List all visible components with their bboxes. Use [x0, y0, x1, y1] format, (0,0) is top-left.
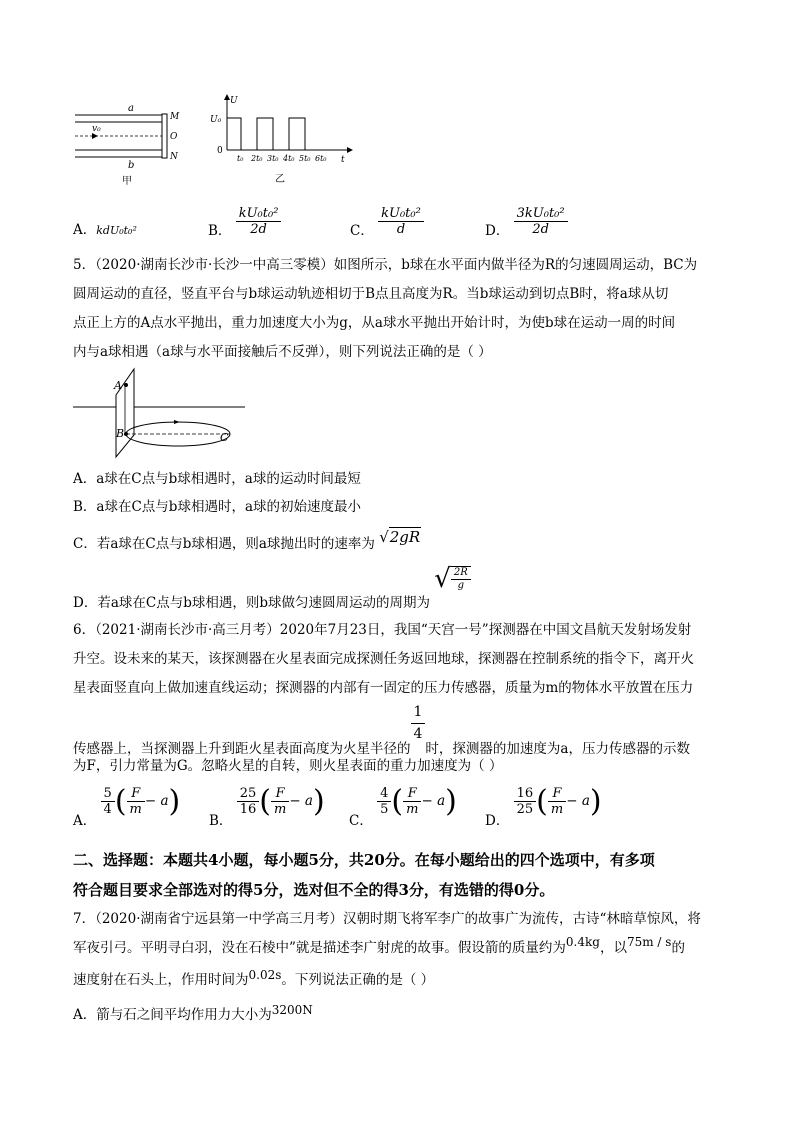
q5-line1: 5．（2020·湖南长沙市·长沙一中高三零模）如图所示，b球在水平面内做半径为R的匀速圆周运动，BC为: [73, 257, 698, 273]
q5-optC-text: C．若a球在C点与b球相遇，则a球抛出时的速率为: [73, 536, 375, 552]
figure-q5: [70, 365, 250, 461]
q6-options: [73, 783, 733, 832]
q4-optD-frac: $\frac{\text{3kU₀t₀²}}{2d}$: [514, 206, 568, 237]
q7-line2a: 军夜引弓。平明寻白羽，没在石棱中”就是描述李广射虎的故事。假设箭的质量约为: [73, 940, 566, 956]
q7-mass: 0.4kg: [565, 935, 600, 949]
q6-optC: C． $\frac{4}{5}$ ( $\frac{F}{m}$ − a): [349, 783, 457, 829]
label-v0: v₀: [92, 124, 101, 134]
section2-line2: 符合题目要求全部选对的得5分，选对但不全的得3分，有选错的得0分。: [73, 881, 555, 899]
q4-optA-label: A．: [73, 222, 97, 238]
q7-speed: 75m / s: [626, 935, 672, 949]
axis-U0: U₀: [210, 115, 222, 125]
tick-6: 6t₀: [315, 154, 327, 163]
tick-1: t₀: [237, 154, 244, 163]
q6-line4a: 传感器上，当探测器上升到距火星表面高度为火星半径的: [73, 741, 411, 757]
label-b: b: [128, 160, 135, 171]
q5-line3: 点正上方的A点水平抛出，重力加速度大小为g，从a球水平抛出开始计时，为使b球在运动一周的时间: [73, 315, 676, 331]
q4-optB-frac: $\frac{\text{kU₀t₀²}}{2d}$: [236, 206, 282, 237]
tick-5: 5t₀: [299, 154, 311, 163]
q4-optB-label: B．: [208, 223, 232, 239]
q5-optD-sqrt: √ $\frac{2R}{g}$: [434, 566, 470, 592]
q5-optC: [73, 528, 421, 554]
label-a: a: [128, 103, 134, 114]
q7-optA-text: A．箭与石之间平均作用力大小为: [73, 1007, 272, 1023]
q7-line3a: 速度射在石头上，作用时间为: [73, 972, 249, 988]
tick-2: 2t₀: [251, 154, 263, 163]
label-B: B: [116, 427, 125, 440]
q7-time: 0.02s: [248, 968, 282, 982]
q7-line3: [73, 970, 434, 990]
figure-yi: [205, 92, 355, 192]
caption-jia: 甲: [122, 176, 132, 187]
tick-3: 3t₀: [267, 154, 279, 163]
figure-jia: [70, 100, 190, 190]
q6-line4: [73, 702, 690, 757]
q6-optB: B． $\frac{25}{16}$ ( $\frac{F}{m}$ − a): [209, 783, 325, 829]
q5-optD: [73, 564, 471, 611]
q6-optD: D． $\frac{16}{25}$ ( $\frac{F}{m}$ − a): [485, 783, 602, 829]
label-O: O: [170, 132, 178, 142]
q6-line2: 升空。设未来的某天，该探测器在火星表面完成探测任务返回地球，探测器在控制系统的指令下，离开火: [73, 651, 694, 667]
q6-optA: A． $\frac{5}{4}$ ( $\frac{F}{m}$ − a): [73, 783, 181, 829]
q6-line5: 为F，引力常量为G。忽略火星的自转，则火星表面的重力加速度为（ ）: [73, 758, 503, 774]
label-M: M: [170, 112, 180, 122]
q7-line3b: 。下列说法正确的是（ ）: [281, 972, 435, 988]
label-C: C: [220, 431, 229, 444]
tick-4: 4t₀: [283, 154, 295, 163]
q6-fraction-quarter: $\frac{1}{4}$: [411, 702, 426, 745]
axis-zero: 0: [217, 146, 223, 156]
q7-optA: [73, 1005, 313, 1025]
q5-optC-sqrt: √2gR: [379, 528, 421, 546]
q4-optC-label: C．: [350, 223, 374, 239]
q7-line2: [73, 935, 685, 958]
q5-optB: B．a球在C点与b球相遇时，a球的初始速度最小: [73, 499, 361, 515]
caption-yi: 乙: [275, 174, 285, 185]
q4-options: [73, 202, 733, 242]
q7-optA-val: 3200N: [271, 1003, 313, 1017]
q6-line1: 6．（2021·湖南长沙市·高三月考）2020年7月23日，我国“天宫一号”探测器在中国文昌航天发射场发射: [73, 622, 692, 638]
q6-line3: 星表面竖直向上做加速直线运动；探测器的内部有一固定的压力传感器，质量为m的物体水平放置在压力: [73, 680, 694, 696]
q7-line1: 7．（2020·湖南省宁远县第一中学高三月考）汉朝时期飞将军李广的故事广为流传，古诗“林暗草惊风，将: [73, 911, 701, 927]
q4-optD-label: D．: [485, 223, 510, 239]
q7-line2c: 的: [671, 940, 685, 956]
axis-U: U: [230, 96, 238, 106]
section2-line1: 二、选择题：本题共4小题，每小题5分，共20分。在每小题给出的四个选项中，有多项: [73, 851, 655, 869]
axis-t: t: [341, 155, 345, 165]
label-A: A: [114, 379, 122, 392]
q6-line4b: 时，探测器的加速度为a，压力传感器的示数: [425, 741, 690, 757]
q4-optC-frac: $\frac{\text{kU₀t₀²}}{d}$: [378, 206, 424, 237]
q5-line4: 内与a球相遇（a球与水平面接触后不反弹），则下列说法正确的是（ ）: [73, 344, 492, 360]
q4-optA-text: kdU₀t₀²: [96, 224, 137, 237]
q5-optD-text: D．若a球在C点与b球相遇，则b球做匀速圆周运动的周期为: [73, 594, 430, 611]
label-N: N: [170, 152, 178, 162]
q5-line2: 圆周运动的直径，竖直平台与b球运动轨迹相切于B点且高度为R。当b球运动到切点B时，将a球从切: [73, 286, 669, 302]
q7-line2b: ，以: [599, 940, 627, 956]
q5-optA: A．a球在C点与b球相遇时，a球的运动时间最短: [73, 471, 361, 487]
